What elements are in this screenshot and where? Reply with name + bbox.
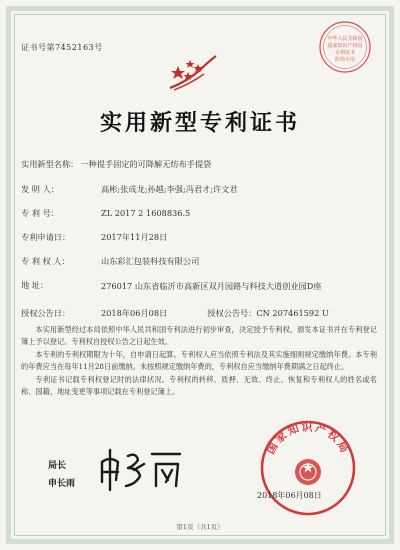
- grant-date-value: 2018年06月08日: [101, 308, 168, 318]
- field-label: 专 利 号：: [21, 208, 59, 218]
- official-seal-text: 国家知识产权局: [263, 420, 353, 457]
- body-paragraph: 本实用新型经过本局依照中华人民共和国专利法进行初步审查，决定授予专利权，颁发本证书并在专利登记簿上予以登记。专利权自授权公告之日起生效。: [21, 325, 377, 346]
- certificate-number: 证书号第7452163号: [21, 43, 103, 52]
- body-paragraph: 专利证书记载专利权登记时的法律状况。专利权的转移、质押、无效、终止、恢复和专利权人的姓名或名称、国籍、地址变更等事项记载在专利登记簿上。: [21, 375, 377, 396]
- anti-counterfeit-seal-icon: [318, 20, 372, 74]
- director-name: 申长雨: [48, 479, 76, 489]
- field-label: 发 明 人：: [21, 184, 59, 194]
- field-value: 高彬;张成龙;孙越;李强;冯君才;许文君: [101, 184, 238, 194]
- field-utility-model-name: [21, 159, 211, 170]
- body-paragraph: 本专利的专利权期限为十年，自申请日起算。专利权人应当依照专利法及其实施细则规定缴纳年费。本专利的年费应当在每年11月28日前缴纳。未按照规定缴纳年费的，专利权自应当缴纳年费期满之日起终止。: [21, 350, 377, 371]
- field-value: ZL 2017 2 1608836.5: [101, 208, 191, 218]
- certificate-title: 实用新型专利证书: [99, 110, 300, 136]
- field-value: 一种提手固定的可降解无纺布手提袋: [80, 159, 212, 169]
- field-address-label: [21, 280, 99, 291]
- field-label: 地 址：: [21, 280, 49, 290]
- field-application-date: [21, 232, 167, 243]
- grant-number-value: CN 207461592 U: [256, 308, 329, 318]
- certificate-body-text: [21, 324, 377, 399]
- field-address-value: 276017 山东省临沂市高新区双月园路与科技大道创业园D座: [101, 281, 322, 291]
- field-inventors: [21, 184, 238, 195]
- grant-number-label: 授权公告号：: [207, 308, 257, 318]
- field-label: 专利申请日：: [21, 232, 71, 242]
- corner-seal-line2: 国家知识产权局: [327, 43, 363, 49]
- field-value: 2017年11月28日: [101, 232, 168, 242]
- field-label: 专 利 权 人：: [21, 256, 70, 266]
- svg-text:国家知识产权局: [263, 419, 352, 456]
- director-title: 局长: [48, 461, 67, 471]
- corner-seal-line4: 防伪专用: [334, 57, 356, 63]
- grant-date-label: 授权公告日：: [21, 308, 71, 318]
- director-signature-icon: [96, 442, 186, 492]
- corner-seal-line1: 中华人民共和国: [327, 36, 363, 42]
- field-patentee: [21, 256, 199, 267]
- field-grant-info: [21, 308, 329, 319]
- corner-seal-line3: 专利证书: [334, 50, 356, 56]
- field-label: 实用新型名称：: [21, 159, 79, 169]
- seal-date: 2018年06月08日: [257, 491, 322, 500]
- field-patent-number: [21, 208, 190, 219]
- page-number: 第1页（共1页）: [176, 523, 224, 531]
- official-seal-icon: [258, 418, 358, 518]
- stars-emblem-icon: [166, 52, 220, 92]
- field-value: 山东彩汇包装科技有限公司: [101, 256, 200, 266]
